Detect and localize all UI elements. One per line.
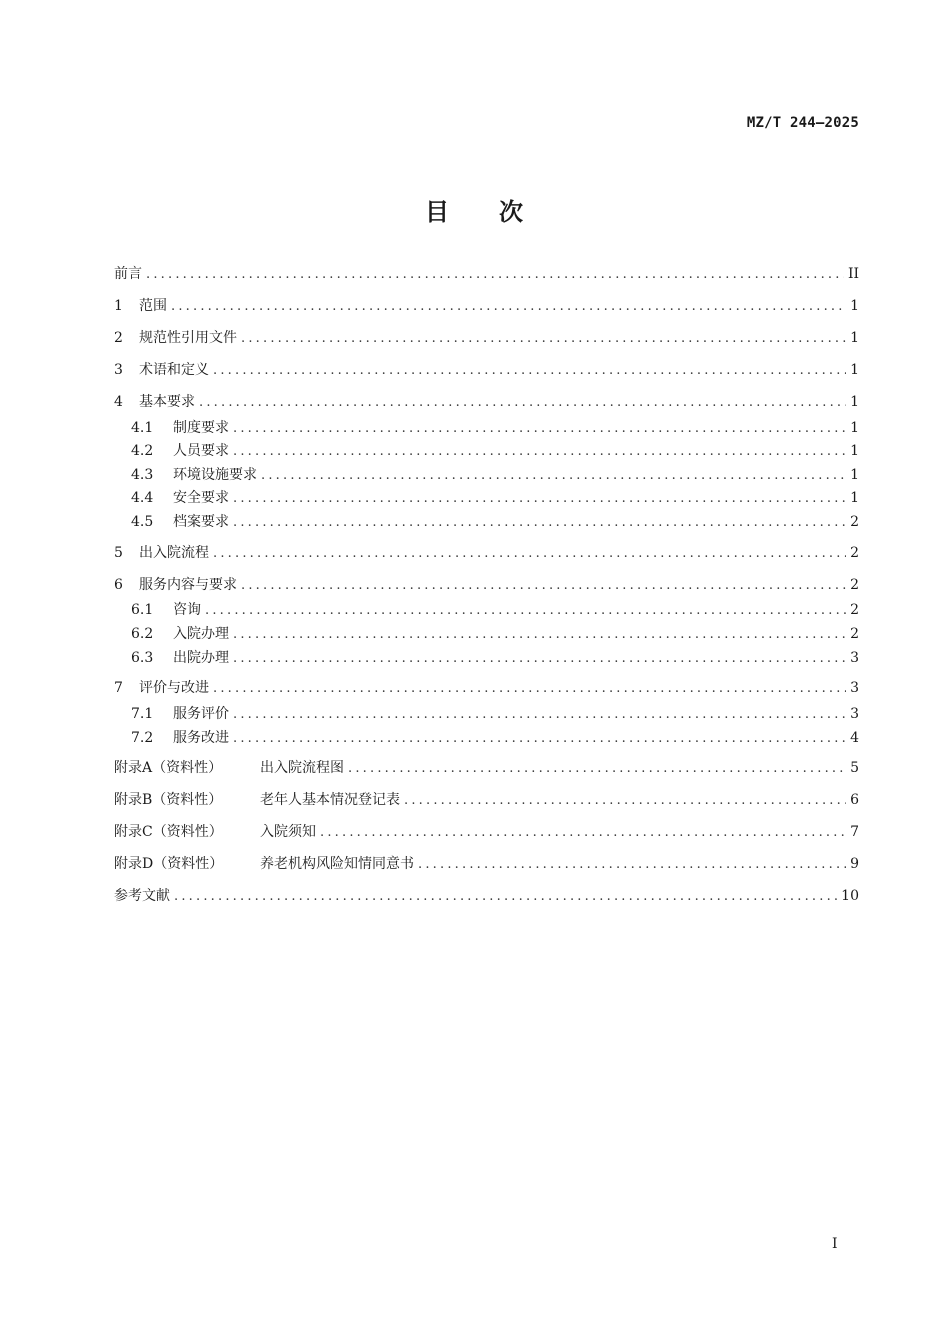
toc-entry-6-1[interactable] [131, 600, 859, 620]
toc-page: 1 [850, 467, 859, 483]
toc-page: 1 [850, 490, 859, 506]
toc-entry-4-5[interactable] [131, 512, 859, 532]
toc-number: 6.2 [131, 626, 154, 642]
toc-entry-5[interactable] [114, 543, 859, 563]
toc-label: 咨询 [173, 602, 201, 618]
toc-leader [174, 887, 837, 907]
toc-leader [233, 649, 846, 669]
toc-number: 2 [114, 330, 123, 346]
toc-entry-foreword[interactable] [114, 264, 859, 284]
toc-number: 7 [114, 680, 123, 696]
toc-page: 10 [841, 888, 859, 904]
toc-page: 3 [850, 650, 859, 666]
toc-leader [233, 625, 846, 645]
toc-leader [233, 705, 846, 725]
toc-leader [233, 513, 846, 533]
toc-page: 1 [850, 443, 859, 459]
toc-leader [241, 329, 846, 349]
toc-entry-appendix-c[interactable] [114, 822, 859, 842]
toc-page: 5 [850, 760, 859, 776]
toc-label: 入院须知 [260, 824, 316, 840]
toc-number: 4.5 [131, 514, 154, 530]
toc-leader [213, 544, 846, 564]
toc-leader [233, 442, 846, 462]
toc-label: 基本要求 [139, 394, 195, 410]
appendix-prefix: 附录D（资料性） [114, 856, 224, 872]
toc-leader [418, 855, 846, 875]
toc-leader [199, 393, 846, 413]
toc-leader [241, 576, 846, 596]
toc-entry-references[interactable] [114, 886, 859, 906]
toc-label: 服务内容与要求 [139, 577, 237, 593]
toc-label: 安全要求 [173, 490, 229, 506]
toc-number: 4.2 [131, 443, 154, 459]
toc-label: 档案要求 [173, 514, 229, 530]
toc-number: 6 [114, 577, 123, 593]
toc-page: 1 [850, 298, 859, 314]
toc-label: 服务改进 [173, 730, 229, 746]
toc-entry-4-2[interactable] [131, 441, 859, 461]
standard-code: MZ/T 244—2025 [746, 115, 859, 131]
toc-page: 1 [850, 394, 859, 410]
toc-label: 老年人基本情况登记表 [260, 792, 400, 808]
toc-leader [213, 361, 846, 381]
toc-number: 7.2 [131, 730, 154, 746]
toc-entry-2[interactable] [114, 328, 859, 348]
toc-page: 2 [850, 577, 859, 593]
toc-entry-6-2[interactable] [131, 624, 859, 644]
toc-leader [404, 791, 846, 811]
toc-entry-4[interactable] [114, 392, 859, 412]
toc-label: 入院办理 [173, 626, 229, 642]
toc-leader [171, 297, 846, 317]
toc-label: 规范性引用文件 [139, 330, 237, 346]
toc-number: 6.1 [131, 602, 154, 618]
toc-entry-appendix-a[interactable] [114, 758, 859, 778]
toc-number: 4.4 [131, 490, 154, 506]
toc-page: 2 [850, 514, 859, 530]
appendix-prefix: 附录B（资料性） [114, 792, 223, 808]
toc-label: 评价与改进 [139, 680, 209, 696]
toc-label: 出院办理 [173, 650, 229, 666]
toc-page: 7 [850, 824, 859, 840]
toc-leader [261, 466, 846, 486]
title-part-1: 目 [425, 198, 451, 226]
toc-number: 3 [114, 362, 123, 378]
toc-leader [205, 601, 846, 621]
toc-page: II [847, 266, 859, 282]
appendix-prefix: 附录C（资料性） [114, 824, 223, 840]
title-part-2: 次 [499, 198, 525, 226]
toc-page: 1 [850, 362, 859, 378]
toc-entry-7-1[interactable] [131, 704, 859, 724]
toc-leader [213, 679, 846, 699]
appendix-prefix: 附录A（资料性） [114, 760, 223, 776]
toc-leader [233, 419, 846, 439]
toc-entry-4-3[interactable] [131, 465, 859, 485]
toc-page: 3 [850, 680, 859, 696]
toc-number: 5 [114, 545, 123, 561]
toc-page: 2 [850, 545, 859, 561]
toc-number: 1 [114, 298, 123, 314]
toc-entry-6-3[interactable] [131, 648, 859, 668]
toc-label: 范围 [139, 298, 167, 314]
toc-label: 养老机构风险知情同意书 [260, 856, 414, 872]
toc-number: 6.3 [131, 650, 154, 666]
toc-label: 服务评价 [173, 706, 229, 722]
toc-entry-7-2[interactable] [131, 728, 859, 748]
toc-number: 4.1 [131, 420, 154, 436]
toc-page: 6 [850, 792, 859, 808]
toc-label: 环境设施要求 [173, 467, 257, 483]
toc-number: 7.1 [131, 706, 154, 722]
toc-entry-7[interactable] [114, 678, 859, 698]
toc-label: 出入院流程 [139, 545, 209, 561]
toc-number: 4 [114, 394, 123, 410]
toc-page: 2 [850, 602, 859, 618]
toc-leader [233, 489, 846, 509]
toc-leader [146, 265, 844, 285]
toc-entry-appendix-b[interactable] [114, 790, 859, 810]
toc-label: 前言 [114, 266, 142, 282]
toc-page: 2 [850, 626, 859, 642]
toc-label: 参考文献 [114, 888, 170, 904]
toc-page: 3 [850, 706, 859, 722]
toc-page: 1 [850, 330, 859, 346]
toc-entry-appendix-d[interactable] [114, 854, 859, 874]
page-number: I [832, 1236, 838, 1252]
toc-label: 术语和定义 [139, 362, 209, 378]
toc-entry-3[interactable] [114, 360, 859, 380]
toc-leader [233, 729, 846, 749]
toc-page: 1 [850, 420, 859, 436]
toc-label: 人员要求 [173, 443, 229, 459]
toc-entry-4-4[interactable] [131, 488, 859, 508]
toc-label: 制度要求 [173, 420, 229, 436]
toc-entry-4-1[interactable] [131, 418, 859, 438]
toc-number: 4.3 [131, 467, 154, 483]
toc-page: 4 [850, 730, 859, 746]
toc-label: 出入院流程图 [260, 760, 344, 776]
toc-entry-6[interactable] [114, 575, 859, 595]
toc-leader [320, 823, 846, 843]
toc-leader [348, 759, 846, 779]
toc-page: 9 [850, 856, 859, 872]
toc-entry-1[interactable] [114, 296, 859, 316]
